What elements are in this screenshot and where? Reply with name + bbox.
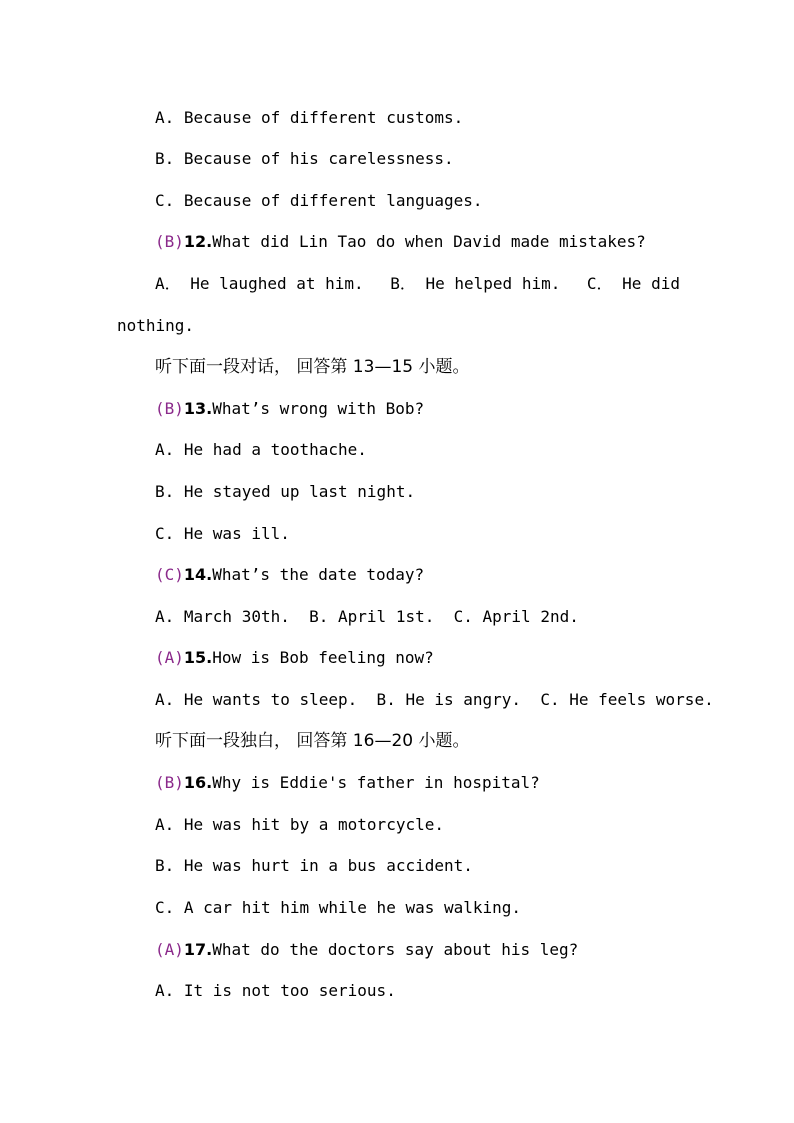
- q17-answer: (A): [155, 940, 184, 959]
- q12-options: [155, 273, 680, 295]
- q15-options: A. He wants to sleep. B. He is angry. C. He feels worse.: [155, 690, 714, 709]
- q12-text: What did Lin Tao do when David made mistakes?: [212, 232, 646, 251]
- q16-answer: (B): [155, 773, 184, 792]
- q15-answer: (A): [155, 648, 184, 667]
- q15-number: 15.: [183, 648, 213, 667]
- q14-number: 14.: [183, 565, 213, 584]
- q12-option-c-continuation: nothing.: [117, 316, 195, 335]
- section-heading-16-20: 听下面一段独白， 回答第 16—20 小题。: [155, 731, 470, 751]
- section-heading-13-15: 听下面一段对话， 回答第 13—15 小题。: [155, 357, 470, 377]
- q12-option-b: B． He helped him.: [390, 274, 561, 293]
- q17-text: What do the doctors say about his leg?: [212, 940, 579, 959]
- q11-option-b: B. Because of his carelessness.: [155, 149, 454, 168]
- q12-option-a: A． He laughed at him.: [155, 274, 364, 293]
- q16-option-b: B. He was hurt in a bus accident.: [155, 856, 473, 875]
- q13-option-a: A. He had a toothache.: [155, 440, 367, 459]
- q17-number: 17.: [183, 940, 213, 959]
- question-12: [155, 231, 646, 253]
- q17-option-a: A. It is not too serious.: [155, 981, 396, 1000]
- q14-text: What’s the date today?: [212, 565, 425, 584]
- q13-number: 13.: [183, 399, 213, 418]
- question-16: [155, 772, 540, 794]
- q12-answer: (B): [155, 232, 184, 251]
- question-13: [155, 398, 424, 420]
- q13-text: What’s wrong with Bob?: [212, 399, 425, 418]
- q16-option-a: A. He was hit by a motorcycle.: [155, 815, 444, 834]
- question-14: [155, 564, 424, 586]
- q14-answer: (C): [155, 565, 184, 584]
- q14-options: A. March 30th. B. April 1st. C. April 2nd.: [155, 607, 579, 626]
- q16-number: 16.: [183, 773, 213, 792]
- q15-text: How is Bob feeling now?: [212, 648, 434, 667]
- q13-answer: (B): [155, 399, 184, 418]
- q12-number: 12.: [183, 232, 213, 251]
- q11-option-a: A. Because of different customs.: [155, 108, 464, 127]
- question-15: [155, 647, 434, 669]
- q13-option-c: C. He was ill.: [155, 524, 290, 543]
- q12-option-c: C． He did: [586, 274, 680, 293]
- q11-option-c: C. Because of different languages.: [155, 191, 483, 210]
- q16-option-c: C. A car hit him while he was walking.: [155, 898, 522, 917]
- q13-option-b: B. He stayed up last night.: [155, 482, 416, 501]
- q16-text: Why is Eddie's father in hospital?: [212, 773, 540, 792]
- question-17: [155, 939, 578, 961]
